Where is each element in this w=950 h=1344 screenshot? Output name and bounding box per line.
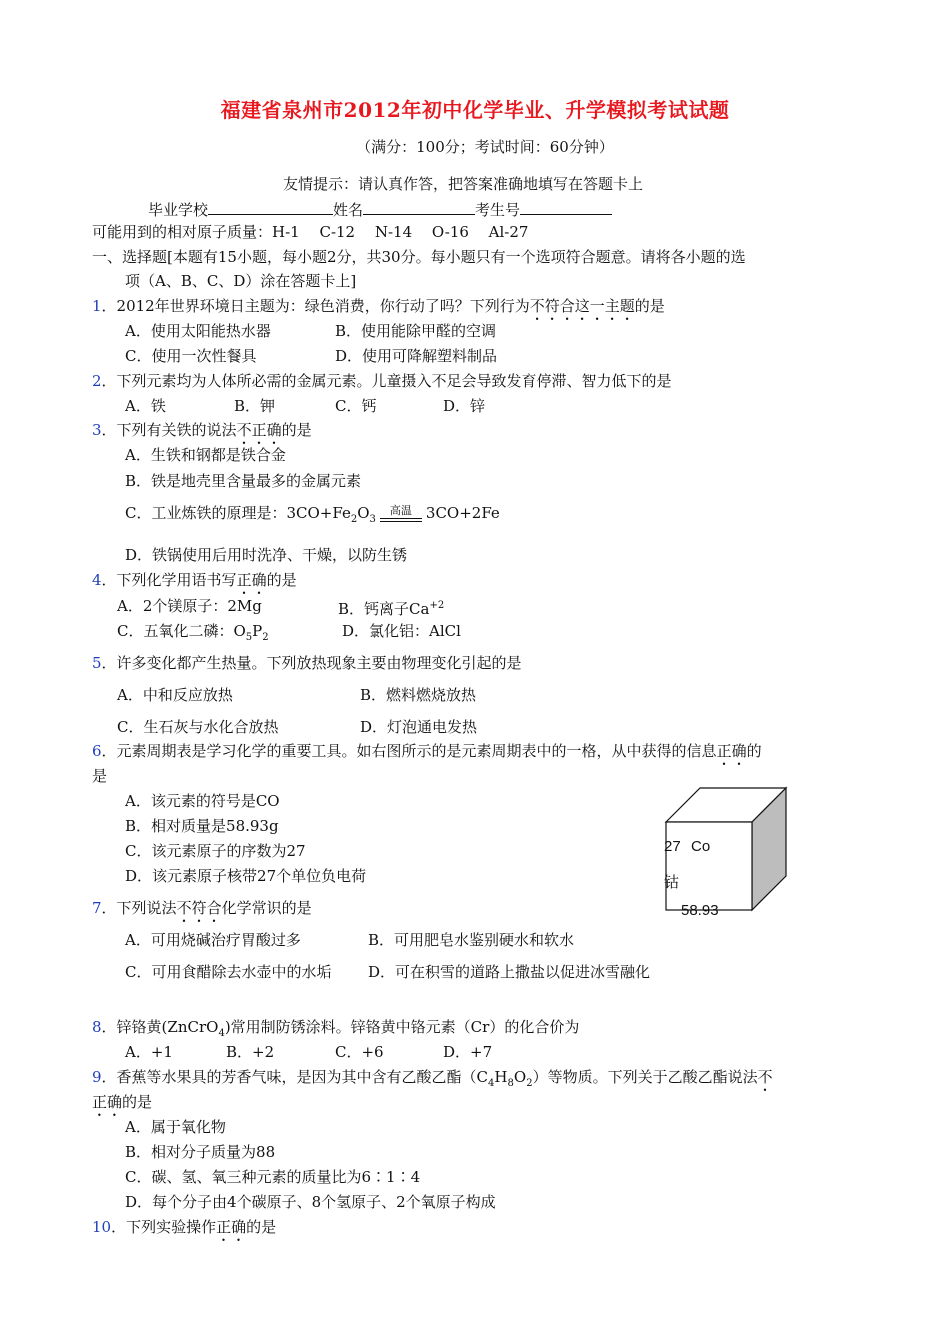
option-b: B．相对质量是58.93g (125, 817, 279, 835)
option-a: A．+1 (125, 1043, 173, 1061)
question-number: 5 (92, 654, 102, 672)
name-blank (363, 199, 475, 215)
question-number: 9 (92, 1068, 102, 1086)
question-text: ．下列实验操作 (111, 1218, 217, 1236)
option-c: C．+6 (335, 1043, 384, 1061)
question-text-end: 的是 (246, 1218, 277, 1236)
question-9 (92, 1067, 773, 1095)
option-b: B．铁是地壳里含量最多的金属元素 (125, 472, 362, 490)
question-text: ．锌铬黄(ZnCrO (101, 1018, 219, 1036)
emphasis-text: 不 (757, 1068, 773, 1086)
option-text: P (252, 622, 263, 640)
formula-part: H (494, 1068, 508, 1086)
section-heading-cont: 项（A、B、C、D）涂在答题卡上] (125, 272, 357, 290)
student-info-line (148, 199, 612, 220)
subscript: 5 (245, 632, 253, 643)
question-text-end: 的 (746, 742, 762, 760)
emphasis-text: 不符合这一主题 (529, 297, 635, 315)
option-a: A．属于氧化物 (125, 1118, 226, 1136)
question-number: 3 (92, 421, 102, 439)
option-d: D．该元素原子核带27个单位负电荷 (125, 867, 367, 885)
option-c (117, 621, 269, 648)
question-5 (92, 653, 522, 673)
emphasis-text: 正确 (216, 1218, 247, 1236)
element-cell-figure (664, 786, 788, 919)
subscript: 4 (218, 1028, 225, 1039)
emphasis-text: 不符合 (176, 899, 222, 917)
question-text: ．许多变化都产生热量。下列放热现象主要由物理变化引起的是 (101, 654, 522, 672)
question-text-end: 的是 (634, 297, 665, 315)
emphasis-text: 不正确 (236, 421, 282, 439)
option-d: D．使用可降解塑料制品 (335, 347, 498, 365)
school-label: 毕业学校 (148, 201, 209, 219)
equation-part: O (357, 504, 370, 522)
number-blank (520, 199, 612, 215)
element-number: 27 (664, 838, 681, 855)
atomic-masses: 可能用到的相对原子质量：H-1 C-12 N-14 O-16 Al-27 (92, 223, 529, 241)
question-number: 8 (92, 1018, 102, 1036)
reaction-arrow (378, 504, 424, 524)
option-d: D．+7 (443, 1043, 493, 1061)
option-d: D．每个分子由4个碳原子、8个氢原子、2个氧原子构成 (125, 1193, 496, 1211)
option-b: B．使用能除甲醛的空调 (335, 322, 497, 340)
option-b: B．+2 (226, 1043, 275, 1061)
question-text-mid: ）等物质。下列关于乙酸乙酯说法 (532, 1068, 758, 1086)
option-c: C．该元素原子的序数为27 (125, 842, 306, 860)
question-text: ．2012年世界环境日主题为：绿色消费，你行动了吗？下列行为 (101, 297, 530, 315)
subscript: 2 (350, 514, 358, 525)
option-a: A．使用太阳能热水器 (125, 322, 271, 340)
section-heading: 一、选择题[本题有15小题，每小题2分，共30分。每小题只有一个选项符合题意。请将各小题的选 (92, 248, 746, 266)
question-text-end: 的是 (266, 571, 297, 589)
option-a: A．生铁和钢都是铁合金 (125, 446, 286, 464)
formula-part: O (513, 1068, 527, 1086)
question-text-end: 化学常识的是 (221, 899, 312, 917)
element-mass: 58.93 (681, 902, 719, 919)
question-text: ．下列化学用语书写 (101, 571, 237, 589)
option-d: D．氯化铝：AlCl (342, 622, 461, 640)
question-number: 1 (92, 297, 102, 315)
option-a: A．铁 (125, 397, 166, 415)
subscript: 4 (488, 1078, 495, 1089)
cube-icon (664, 786, 788, 912)
question-text-end: )常用制防锈涂料。锌铬黄中铬元素（Cr）的化合价为 (224, 1018, 580, 1036)
question-9-cont (92, 1092, 152, 1120)
question-10 (92, 1217, 276, 1245)
school-blank (208, 199, 333, 215)
question-text-end: 的是 (281, 421, 312, 439)
number-label: 考生号 (475, 201, 521, 219)
option-c: C．钙 (335, 397, 377, 415)
question-text: ．下列有关铁的说法 (101, 421, 237, 439)
question-6-cont: 是 (92, 767, 108, 785)
question-4 (92, 570, 297, 598)
emphasis-text: 正确 (92, 1093, 123, 1111)
question-6 (92, 741, 762, 769)
page-title: 福建省泉州市2012年初中化学毕业、升学模拟考试试题 (220, 98, 730, 122)
option-c: C．生石灰与水化合放热 (117, 718, 279, 736)
name-label: 姓名 (333, 201, 364, 219)
question-text: ．下列说法 (101, 899, 177, 917)
question-1 (92, 296, 665, 324)
option-d: D．灯泡通电发热 (360, 718, 478, 736)
emphasis-text: 正确 (236, 571, 267, 589)
option-text: C．五氧化二磷：O (117, 622, 246, 640)
option-d: D．锌 (443, 397, 486, 415)
question-7 (92, 898, 312, 926)
subscript: 8 (507, 1078, 514, 1089)
option-c: C．可用食醋除去水壶中的水垢 (125, 963, 332, 981)
question-text-end: 的是 (122, 1093, 153, 1111)
option-text: B．钙离子Ca (338, 600, 430, 618)
question-text: ．香蕉等水果具的芳香气味，是因为其中含有乙酸乙酯（C (101, 1068, 489, 1086)
option-b: B．可用肥皂水鉴别硬水和软水 (368, 931, 575, 949)
subscript: 2 (262, 632, 269, 643)
subscript: 3 (369, 514, 376, 525)
option-b: B．相对分子质量为88 (125, 1143, 276, 1161)
question-8 (92, 1017, 579, 1044)
question-number: 7 (92, 899, 102, 917)
element-name: 钴 (664, 874, 680, 891)
question-text: ．下列元素均为人体所必需的金属元素。儿童摄入不足会导致发育停滞、智力低下的是 (101, 372, 672, 390)
subscript: 2 (526, 1078, 533, 1089)
option-c (125, 503, 500, 530)
reaction-condition: 高温 (389, 504, 412, 517)
question-number: 4 (92, 571, 102, 589)
emphasis-text: 正确 (716, 742, 747, 760)
option-a: A．中和反应放热 (117, 686, 233, 704)
option-b: B．钾 (234, 397, 276, 415)
option-b: B．燃料燃烧放热 (360, 686, 477, 704)
option-b (338, 596, 444, 619)
question-3 (92, 420, 312, 448)
exam-info: （满分：100分；考试时间：60分钟） (356, 138, 614, 156)
option-a: A．可用烧碱治疗胃酸过多 (125, 931, 301, 949)
option-a: A．2个镁原子：2Mg (117, 597, 262, 615)
question-number: 2 (92, 372, 102, 390)
option-d: D．可在积雪的道路上撒盐以促进冰雪融化 (368, 963, 651, 981)
element-symbol: Co (691, 838, 711, 855)
option-c: C．使用一次性餐具 (125, 347, 257, 365)
question-text: ．元素周期表是学习化学的重要工具。如右图所示的是元素周期表中的一格，从中获得的信息 (101, 742, 717, 760)
equation-right: 3CO+2Fe (425, 504, 500, 522)
question-number: 10 (92, 1218, 112, 1236)
question-number: 6 (92, 742, 102, 760)
equation-left: C．工业炼铁的原理是：3CO+Fe (125, 504, 351, 522)
option-d: D．铁锅使用后用时洗净、干燥，以防生锈 (125, 546, 408, 564)
question-2 (92, 371, 672, 391)
option-c: C．碳、氢、氧三种元素的质量比为6∶1∶4 (125, 1168, 421, 1186)
option-a: A．该元素的符号是CO (125, 792, 280, 810)
superscript: +2 (429, 600, 445, 611)
friendly-tip: 友情提示：请认真作答，把答案准确地填写在答题卡上 (283, 175, 644, 193)
